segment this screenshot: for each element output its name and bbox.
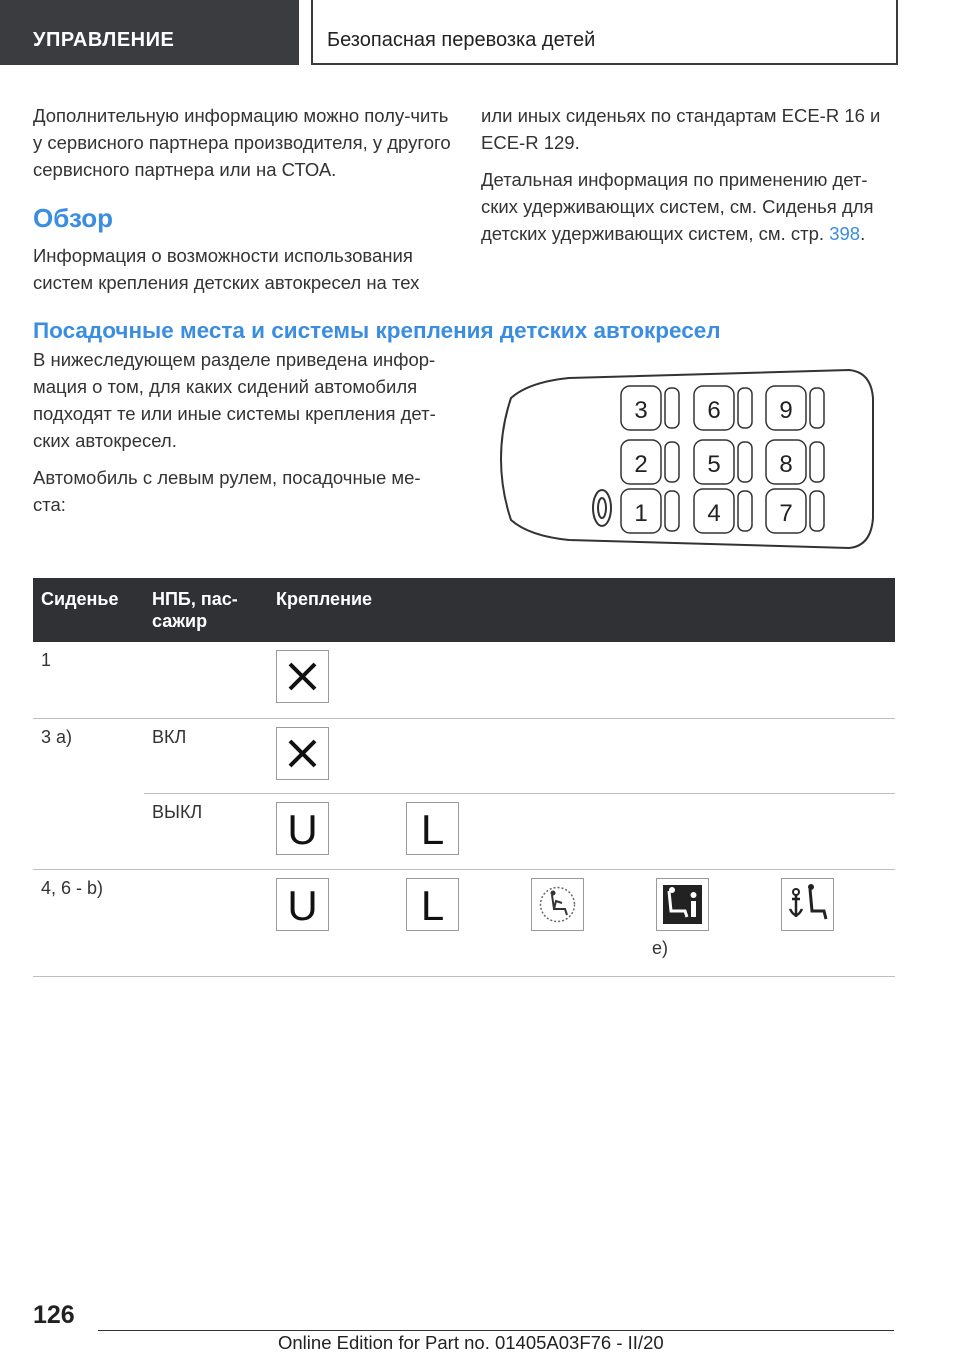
seat-layout-diagram: [499, 368, 875, 550]
cell-seat: 4, 6 - b): [33, 869, 144, 976]
heading-seats: Посадочные места и системы крепления детских автокресел: [33, 318, 721, 343]
paragraph-service-info: Дополнительную информацию можно полу-чить у сервисного партнера производителя, у другого сервисного партнера или на СТОА.: [33, 105, 451, 180]
seat-9: [766, 386, 824, 430]
table-row: [33, 869, 895, 976]
steering-wheel-icon: [593, 490, 611, 526]
table-header-row: [33, 578, 895, 642]
header-chapter-tab: [311, 0, 898, 65]
cell-seat: 1: [33, 642, 144, 718]
cell-mount: [268, 793, 895, 869]
universal-u-icon: [276, 802, 329, 855]
right-column-top: [481, 102, 893, 257]
seat-number: 1: [634, 500, 648, 527]
seat-6: [694, 386, 752, 430]
svg-text:L: L: [420, 881, 445, 929]
cell-seat: [33, 793, 144, 869]
seat-7: [766, 489, 824, 533]
seat-number: 5: [707, 451, 721, 478]
table-row: [33, 793, 895, 869]
footer-divider: [98, 1330, 894, 1331]
cell-airbag: ВЫКЛ: [144, 793, 268, 869]
svg-text:U: U: [287, 805, 318, 853]
header-section-tab: [0, 0, 299, 65]
header-section-title: УПРАВЛЕНИЕ: [33, 29, 175, 51]
cross-icon: [276, 650, 329, 703]
universal-u-icon: [276, 878, 329, 931]
cell-airbag: [144, 869, 268, 976]
table-row: [33, 718, 895, 793]
anchor-seat-icon: [781, 878, 834, 931]
seat-4: [694, 489, 752, 533]
seat-grid: [621, 386, 824, 533]
table-row: [33, 642, 895, 718]
seat-number: 4: [707, 500, 721, 527]
seat-2: [621, 440, 679, 484]
svg-text:U: U: [287, 881, 318, 929]
seat-5: [694, 440, 752, 484]
seat-number: 6: [707, 397, 721, 424]
paragraph-details-end: .: [860, 223, 866, 244]
seat-1: [621, 489, 679, 533]
page-number: 126: [33, 1301, 75, 1329]
cell-mount: [268, 642, 895, 718]
header-chapter-title: Безопасная перевозка детей: [327, 29, 596, 51]
seat-number: 3: [634, 397, 648, 424]
isofix-seat-icon: [531, 878, 584, 931]
paragraph-details-text: Детальная информация по применению дет-ских удерживающих систем, см. Сиденья для детских удерживающих систем, см. стр.: [481, 169, 874, 244]
paragraph-seats-info: В нижеследующем разделе приведена инфор-мация о том, для каких сидений автомобиля подходят те или иные системы крепления дет-ских автокресел.: [33, 349, 436, 451]
cell-airbag: ВКЛ: [144, 718, 268, 793]
paragraph-details: [481, 166, 893, 247]
header-mount: Крепление: [276, 589, 373, 609]
seat-number: 9: [779, 397, 793, 424]
isize-seat-icon: [656, 878, 709, 931]
seat-number: 8: [779, 451, 793, 478]
cell-mount: [268, 869, 895, 976]
cell-airbag: [144, 642, 268, 718]
seat-8: [766, 440, 824, 484]
left-column-overview: [33, 242, 453, 306]
cell-seat: 3 a): [41, 726, 73, 747]
heading-overview: Обзор: [33, 203, 113, 233]
seats-text-column: [33, 346, 453, 528]
seat-number: 2: [634, 451, 648, 478]
latch-l-icon: [406, 878, 459, 931]
seat-number: 7: [779, 500, 793, 527]
seat-3: [621, 386, 679, 430]
paragraph-standards: или иных сиденьях по стандартам ECE-R 16 и ECE-R 129.: [481, 105, 881, 153]
paragraph-lhd: Автомобиль с левым рулем, посадочные ме-ста:: [33, 467, 421, 515]
header-airbag: НПБ, пас-сажир: [152, 589, 238, 631]
page-link[interactable]: 398: [829, 223, 861, 244]
footnote-e: e): [652, 937, 669, 958]
seats-table: [33, 578, 895, 977]
cell-mount: [268, 718, 895, 793]
latch-l-icon: [406, 802, 459, 855]
svg-text:L: L: [420, 805, 445, 853]
cross-icon: [276, 727, 329, 780]
header-seat: Сиденье: [41, 589, 119, 609]
paragraph-overview: Информация о возможности использования систем крепления детских автокресел на тех: [33, 245, 420, 293]
car-outline: [501, 370, 873, 548]
left-column-top: [33, 102, 453, 193]
footer-edition: Online Edition for Part no. 01405A03F76 - II/20: [278, 1332, 664, 1353]
